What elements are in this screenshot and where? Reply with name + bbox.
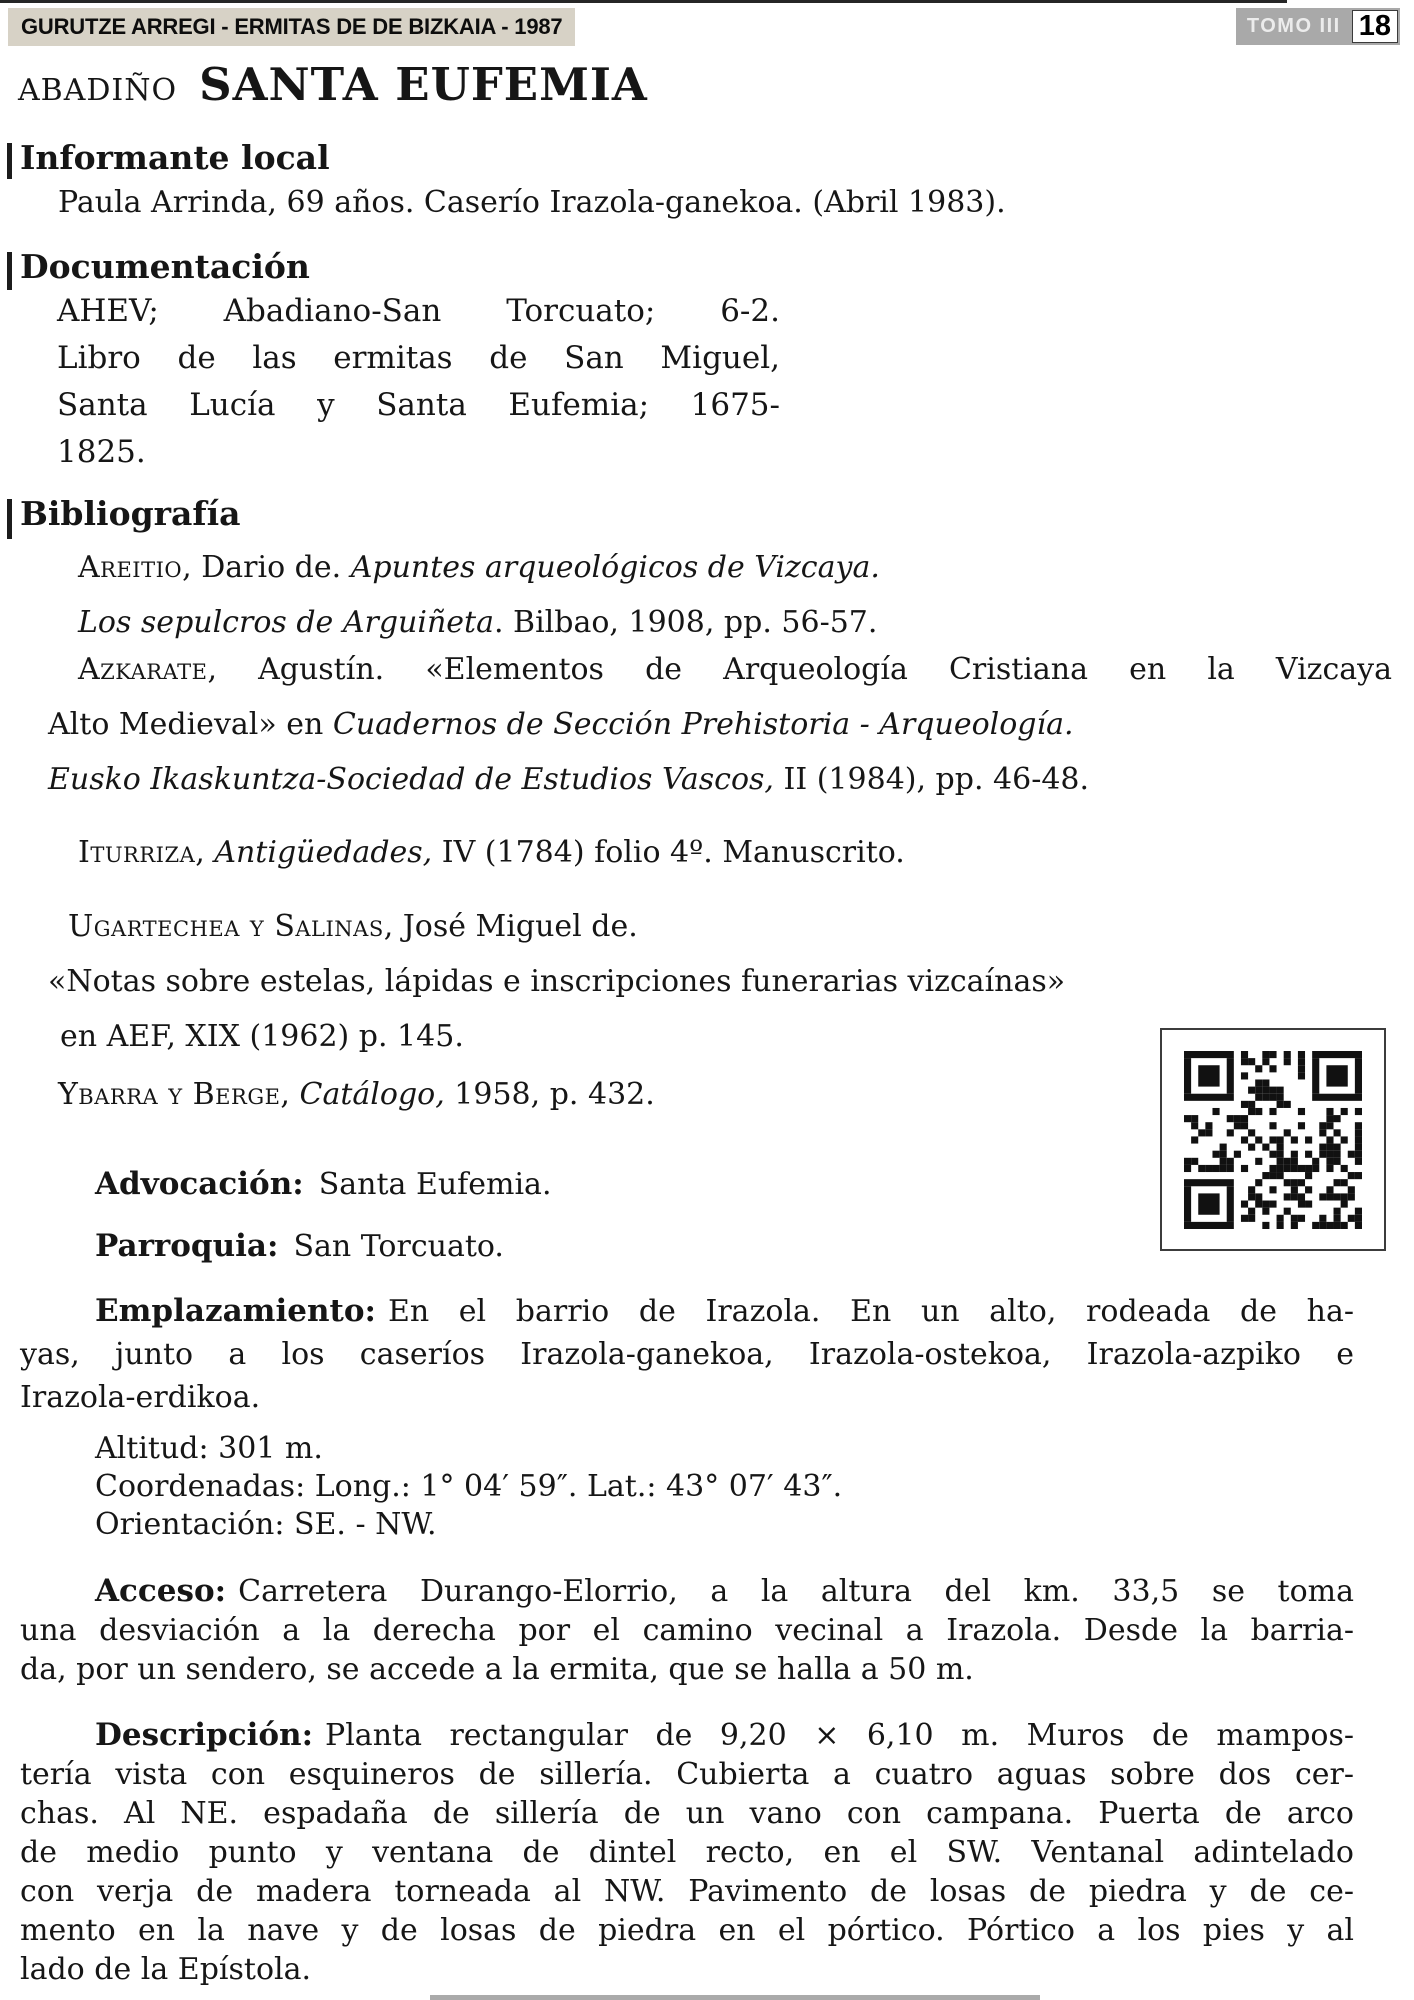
scan-artifact-bottom: [430, 1995, 1040, 2000]
bibliography-entry: [20, 642, 1392, 807]
qr-code: [1160, 1028, 1386, 1251]
text-line: Irazola-erdikoa.: [20, 1380, 261, 1415]
volume-label: TOMO III: [1246, 15, 1341, 37]
parroquia-label: Parroquia:: [95, 1228, 279, 1264]
text-line: Altitud: 301 m.: [95, 1431, 323, 1466]
bibliography-line: Areitio, Dario de. Apuntes arqueológicos de Vizcaya.: [78, 550, 880, 585]
bibliography-line: Los sepulcros de Arguiñeta. Bilbao, 1908, pp. 56-57.: [78, 605, 878, 640]
bibliography-line: «Notas sobre estelas, lápidas e inscripciones funerarias vizcaínas»: [48, 964, 1066, 999]
advocacion-row: [95, 1166, 551, 1202]
bibliography-line: Eusko Ikaskuntza-Sociedad de Estudios Vascos, II (1984), pp. 46-48.: [48, 762, 1090, 797]
parroquia-value: San Torcuato.: [293, 1229, 504, 1264]
documentacion-lines: [57, 288, 780, 476]
bibliography-line: Ugartechea y Salinas, José Miguel de.: [68, 909, 638, 944]
bibliography-line: Alto Medieval» en Cuadernos de Sección Prehistoria - Arqueología.: [48, 707, 1074, 742]
text-line: chas. Al NE. espadaña de sillería de un vano con campana. Puerta de arco: [20, 1796, 1354, 1831]
text-line: Acceso: Carretera Durango-Elorrio, a la altura del km. 33,5 se toma: [95, 1573, 1354, 1609]
text-line: Orientación: SE. - NW.: [95, 1507, 437, 1542]
volume-badge: [1236, 8, 1400, 45]
text-line: Coordenadas: Long.: 1° 04′ 59″. Lat.: 43° 07′ 43″.: [95, 1469, 843, 1504]
paragraph-emplazamiento: [20, 1290, 1354, 1419]
bibliography-entry: [20, 540, 1392, 650]
page-title: [18, 58, 648, 111]
section-bibliografia-heading: Bibliografía: [20, 494, 241, 533]
paragraph-acceso: [20, 1572, 1354, 1689]
page-number: 18: [1352, 10, 1398, 43]
advocacion-value: Santa Eufemia.: [318, 1167, 552, 1202]
book-title: GURUTZE ARREGI - ERMITAS DE DE BIZKAIA - 1987: [21, 14, 563, 39]
qr-code-pattern: [1184, 1051, 1362, 1229]
scan-artifact-top-line: [0, 0, 1287, 3]
text-line: Santa Lucía y Santa Eufemia; 1675-: [57, 387, 780, 423]
text-line: lado de la Epístola.: [20, 1952, 312, 1987]
scan-artifact-tick: [7, 499, 12, 539]
municipality-label: ABADIÑO: [18, 73, 178, 108]
text-line: yas, junto a los caseríos Irazola-ganekoa, Irazola-ostekoa, Irazola-azpiko e: [20, 1337, 1354, 1372]
bibliography-line: Iturriza, Antigüedades, IV (1784) folio 4º. Manuscrito.: [78, 835, 905, 870]
bibliography-line: Azkarate, Agustín. «Elementos de Arqueología Cristiana en la Vizcaya: [78, 652, 1392, 687]
text-line: mento en la nave y de losas de piedra en el pórtico. Pórtico a los pies y al: [20, 1913, 1354, 1948]
advocacion-label: Advocación:: [95, 1166, 304, 1202]
text-line: da, por un sendero, se accede a la ermita, que se halla a 50 m.: [20, 1652, 974, 1687]
paragraph-descripcion: [20, 1716, 1354, 1989]
section-informante-heading: Informante local: [20, 138, 330, 177]
text-line: una desviación a la derecha por el camino vecinal a Irazola. Desde la barria-: [20, 1613, 1354, 1648]
text-line: 1825.: [57, 434, 146, 470]
book-banner: [8, 8, 575, 46]
text-line: tería vista con esquineros de sillería. Cubierta a cuatro aguas sobre dos cer-: [20, 1757, 1354, 1792]
text-line: Libro de las ermitas de San Miguel,: [57, 340, 780, 376]
bibliography-line: Ybarra y Berge, Catálogo, 1958, p. 432.: [58, 1077, 655, 1112]
text-line: Descripción: Planta rectangular de 9,20 × 6,10 m. Muros de mampos-: [95, 1717, 1354, 1753]
text-line: AHEV; Abadiano-San Torcuato; 6-2.: [57, 293, 780, 329]
text-line: con verja de madera torneada al NW. Pavimento de losas de piedra y de ce-: [20, 1874, 1354, 1909]
section-documentacion-heading: Documentación: [20, 247, 310, 286]
scan-artifact-tick: [7, 143, 12, 179]
informante-body: Paula Arrinda, 69 años. Caserío Irazola-ganekoa. (Abril 1983).: [58, 185, 1006, 220]
scan-artifact-tick: [7, 252, 12, 290]
bibliography-line: en AEF, XIX (1962) p. 145.: [60, 1019, 464, 1054]
datos-tecnicos: [95, 1430, 842, 1544]
text-line: Emplazamiento: En el barrio de Irazola. En un alto, rodeada de ha-: [95, 1293, 1354, 1329]
ermita-title: SANTA EUFEMIA: [199, 58, 648, 111]
parroquia-row: [95, 1228, 504, 1264]
bibliography-entry: [20, 825, 1392, 880]
text-line: de medio punto y ventana de dintel recto, en el SW. Ventanal adintelado: [20, 1835, 1354, 1870]
